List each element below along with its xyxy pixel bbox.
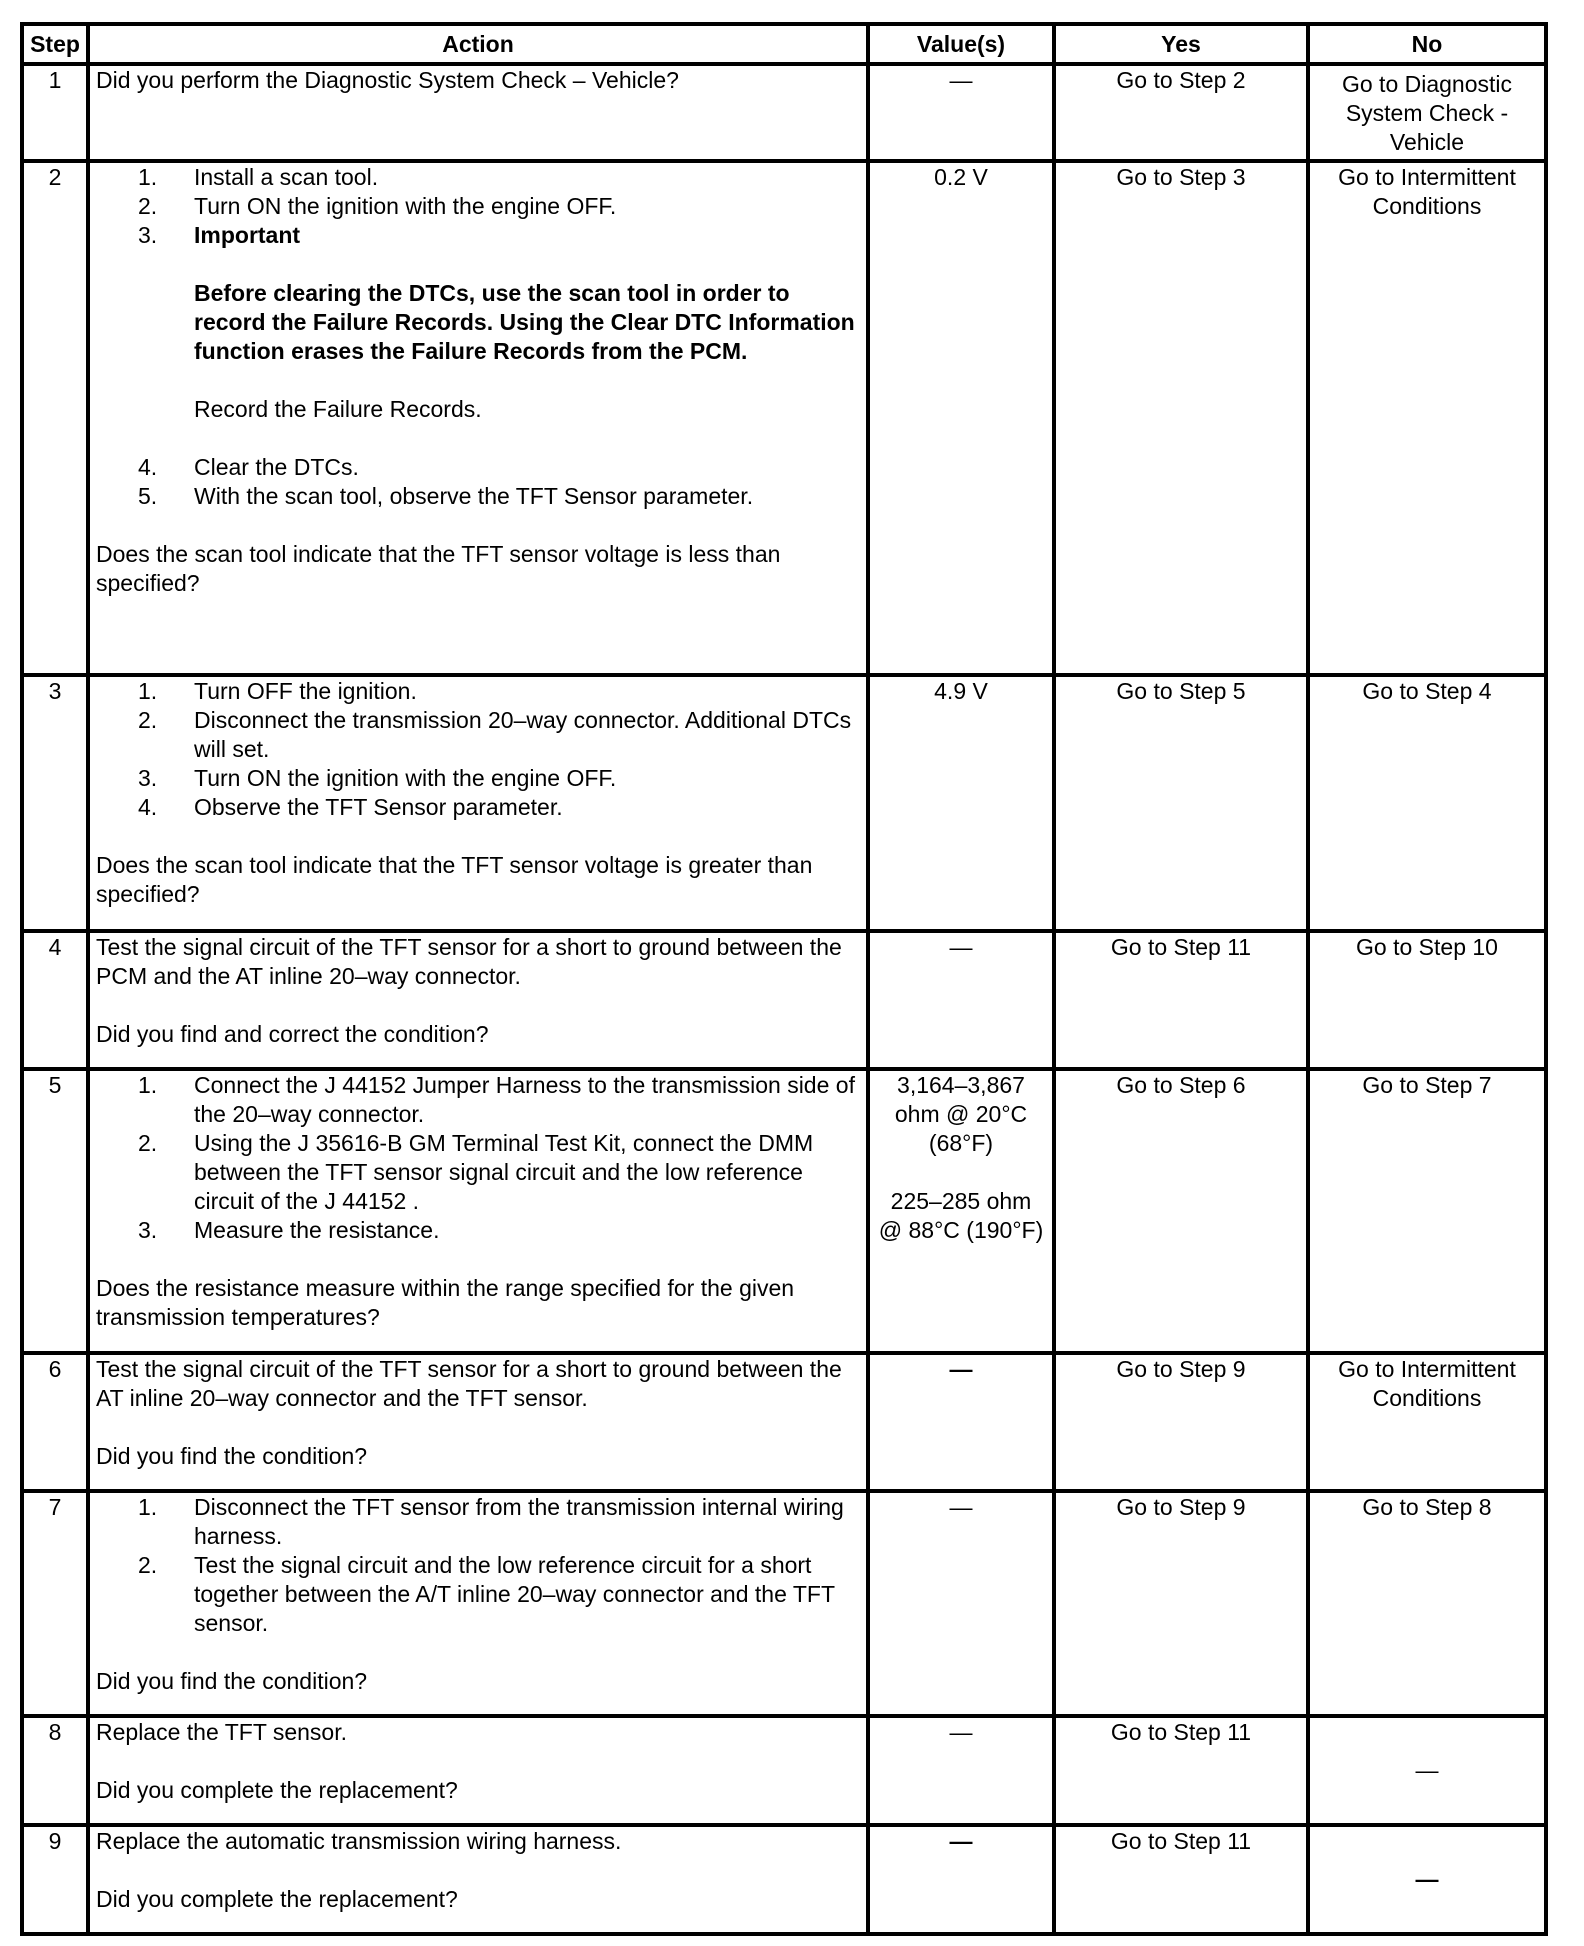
instruction-list bbox=[96, 163, 860, 511]
value-cell: — bbox=[868, 1491, 1054, 1716]
question-text: Did you find and correct the condition? bbox=[96, 1021, 489, 1047]
header-no: No bbox=[1308, 24, 1546, 64]
yes-cell: Go to Step 9 bbox=[1054, 1491, 1308, 1716]
list-text: Clear the DTCs. bbox=[194, 454, 359, 480]
list-item bbox=[138, 793, 860, 822]
header-step: Step bbox=[22, 24, 88, 64]
action-cell bbox=[88, 931, 868, 1069]
list-number: 1. bbox=[138, 164, 158, 190]
list-item bbox=[138, 482, 860, 511]
table-row bbox=[22, 1491, 1546, 1716]
no-cell: Go to Intermittent Conditions bbox=[1308, 161, 1546, 675]
question-text: Did you complete the replacement? bbox=[96, 1777, 458, 1803]
yes-cell: Go to Step 5 bbox=[1054, 675, 1308, 931]
action-cell bbox=[88, 1491, 868, 1716]
important-note: Before clearing the DTCs, use the scan tool in order to record the Failure Records. Using the Clear DTC Information function erases the Failure Records from the PCM. bbox=[194, 280, 855, 364]
no-cell: — bbox=[1308, 1716, 1546, 1825]
list-number: 2. bbox=[138, 707, 158, 733]
yes-cell: Go to Step 3 bbox=[1054, 161, 1308, 675]
value-text: 225–285 ohm @ 88°C (190°F) bbox=[878, 1188, 1044, 1243]
value-cell: 0.2 V bbox=[868, 161, 1054, 675]
instruction-list bbox=[96, 1071, 860, 1245]
table-row bbox=[22, 931, 1546, 1069]
yes-cell: Go to Step 2 bbox=[1054, 64, 1308, 161]
action-cell bbox=[88, 64, 868, 161]
list-item bbox=[138, 677, 860, 706]
value-cell: — bbox=[868, 931, 1054, 1069]
value-cell: 4.9 V bbox=[868, 675, 1054, 931]
instruction-text: Replace the TFT sensor. bbox=[96, 1719, 348, 1745]
list-number: 1. bbox=[138, 1072, 158, 1098]
list-number: 3. bbox=[138, 765, 158, 791]
list-item bbox=[138, 192, 860, 221]
yes-cell: Go to Step 11 bbox=[1054, 931, 1308, 1069]
question-text: Did you complete the replacement? bbox=[96, 1886, 458, 1912]
question-text: Did you find the condition? bbox=[96, 1443, 368, 1469]
list-text: Using the J 35616-B GM Terminal Test Kit, connect the DMM between the TFT sensor signal circuit and the low reference circuit of the J 44152 . bbox=[194, 1130, 814, 1214]
list-text: Observe the TFT Sensor parameter. bbox=[194, 794, 563, 820]
action-cell bbox=[88, 675, 868, 931]
list-item bbox=[138, 764, 860, 793]
list-item bbox=[138, 221, 860, 453]
table-row bbox=[22, 1353, 1546, 1491]
no-cell: Go to Step 10 bbox=[1308, 931, 1546, 1069]
list-item bbox=[138, 1129, 860, 1216]
value-cell: — bbox=[868, 1716, 1054, 1825]
value-text: — bbox=[949, 1828, 973, 1854]
header-values: Value(s) bbox=[868, 24, 1054, 64]
yes-cell: Go to Step 11 bbox=[1054, 1716, 1308, 1825]
record-text: Record the Failure Records. bbox=[194, 396, 482, 422]
list-text: Connect the J 44152 Jumper Harness to the transmission side of the 20–way connector. bbox=[194, 1072, 855, 1127]
list-number: 5. bbox=[138, 483, 158, 509]
action-cell bbox=[88, 1353, 868, 1491]
step-number: 3 bbox=[22, 675, 88, 931]
list-item bbox=[138, 706, 860, 764]
value-text: — bbox=[949, 1356, 973, 1382]
list-text: With the scan tool, observe the TFT Sensor parameter. bbox=[194, 483, 754, 509]
list-text: Test the signal circuit and the low reference circuit for a short together between the A/T inline 20–way connector and the TFT sensor. bbox=[194, 1552, 835, 1636]
step-number: 4 bbox=[22, 931, 88, 1069]
header-row bbox=[22, 24, 1546, 64]
question-text: Does the scan tool indicate that the TFT sensor voltage is greater than specified? bbox=[96, 852, 813, 907]
no-cell: Go to Step 8 bbox=[1308, 1491, 1546, 1716]
instruction-text: Test the signal circuit of the TFT sensor for a short to ground between the AT inline 20–way connector and the TFT sensor. bbox=[96, 1356, 842, 1411]
list-item bbox=[138, 1216, 860, 1245]
no-cell: Go to Step 4 bbox=[1308, 675, 1546, 931]
step-number: 5 bbox=[22, 1069, 88, 1353]
important-label: Important bbox=[194, 222, 301, 248]
action-cell bbox=[88, 1069, 868, 1353]
no-cell: Go to Intermittent Conditions bbox=[1308, 1353, 1546, 1491]
instruction-list bbox=[96, 1493, 860, 1638]
step-number: 7 bbox=[22, 1491, 88, 1716]
list-text: Measure the resistance. bbox=[194, 1217, 440, 1243]
list-text: Disconnect the TFT sensor from the transmission internal wiring harness. bbox=[194, 1494, 844, 1549]
value-cell bbox=[868, 1825, 1054, 1934]
action-cell bbox=[88, 1716, 868, 1825]
question-text: Did you perform the Diagnostic System Check – Vehicle? bbox=[96, 67, 679, 93]
value-cell bbox=[868, 1069, 1054, 1353]
list-number: 2. bbox=[138, 193, 158, 219]
list-item bbox=[138, 1551, 860, 1638]
list-text: Turn ON the ignition with the engine OFF. bbox=[194, 193, 617, 219]
question-text: Does the scan tool indicate that the TFT sensor voltage is less than specified? bbox=[96, 541, 781, 596]
table-row bbox=[22, 675, 1546, 931]
value-text: 3,164–3,867 ohm @ 20°C (68°F) bbox=[894, 1072, 1028, 1156]
step-number: 2 bbox=[22, 161, 88, 675]
no-text: — bbox=[1415, 1866, 1439, 1892]
header-yes: Yes bbox=[1054, 24, 1308, 64]
list-text: Disconnect the transmission 20–way connector. Additional DTCs will set. bbox=[194, 707, 852, 762]
step-number: 6 bbox=[22, 1353, 88, 1491]
list-number: 1. bbox=[138, 1494, 158, 1520]
header-action: Action bbox=[88, 24, 868, 64]
table-row bbox=[22, 1069, 1546, 1353]
yes-cell: Go to Step 11 bbox=[1054, 1825, 1308, 1934]
table-row bbox=[22, 1825, 1546, 1934]
list-number: 2. bbox=[138, 1130, 158, 1156]
list-text: Turn OFF the ignition. bbox=[194, 678, 417, 704]
value-text: — bbox=[949, 67, 973, 93]
list-item bbox=[138, 163, 860, 192]
action-cell bbox=[88, 161, 868, 675]
yes-cell: Go to Step 9 bbox=[1054, 1353, 1308, 1491]
list-number: 3. bbox=[138, 222, 158, 248]
value-cell bbox=[868, 1353, 1054, 1491]
diagnostic-table bbox=[20, 22, 1548, 1936]
no-cell: Go to Step 7 bbox=[1308, 1069, 1546, 1353]
list-number: 3. bbox=[138, 1217, 158, 1243]
value-cell bbox=[868, 64, 1054, 161]
step-number: 1 bbox=[22, 64, 88, 161]
question-text: Did you find the condition? bbox=[96, 1668, 368, 1694]
action-cell bbox=[88, 1825, 868, 1934]
instruction-text: Test the signal circuit of the TFT sensor for a short to ground between the PCM and the AT inline 20–way connector. bbox=[96, 934, 842, 989]
list-number: 4. bbox=[138, 454, 158, 480]
question-text: Does the resistance measure within the range specified for the given transmission temperatures? bbox=[96, 1275, 795, 1330]
list-item bbox=[138, 1071, 860, 1129]
table-row bbox=[22, 161, 1546, 675]
list-item bbox=[138, 453, 860, 482]
no-cell bbox=[1308, 1825, 1546, 1934]
step-number: 9 bbox=[22, 1825, 88, 1934]
list-number: 2. bbox=[138, 1552, 158, 1578]
list-number: 4. bbox=[138, 794, 158, 820]
instruction-text: Replace the automatic transmission wiring harness. bbox=[96, 1828, 622, 1854]
step-number: 8 bbox=[22, 1716, 88, 1825]
list-number: 1. bbox=[138, 678, 158, 704]
yes-cell: Go to Step 6 bbox=[1054, 1069, 1308, 1353]
no-cell: Go to Diagnostic System Check - Vehicle bbox=[1308, 64, 1546, 161]
list-text: Install a scan tool. bbox=[194, 164, 379, 190]
list-item bbox=[138, 1493, 860, 1551]
list-text: Turn ON the ignition with the engine OFF. bbox=[194, 765, 617, 791]
table-row bbox=[22, 1716, 1546, 1825]
instruction-list bbox=[96, 677, 860, 822]
table-row bbox=[22, 64, 1546, 161]
